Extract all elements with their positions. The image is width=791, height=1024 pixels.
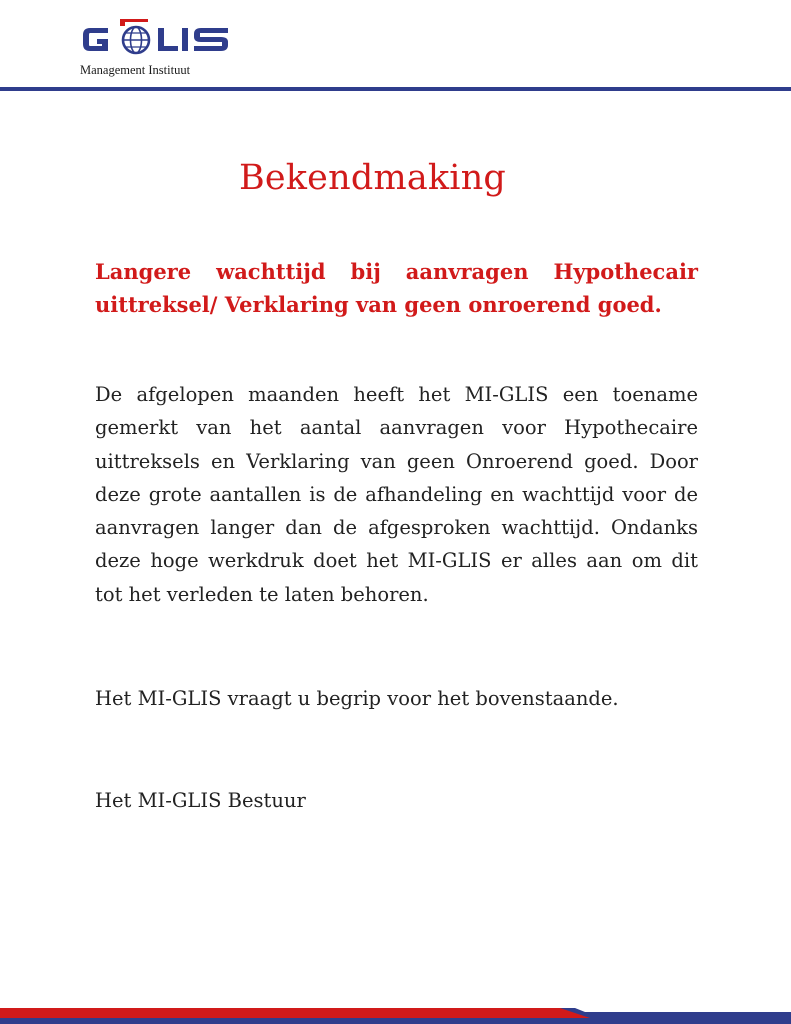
logo-tagline: Management Instituut [80,63,191,77]
logo-letter-s [194,28,228,51]
notice-title: Bekendmaking [238,158,507,198]
header-divider [0,87,791,91]
logo-letter-i [182,28,188,51]
glis-logo-mark [78,16,234,62]
notice-paragraph: De afgelopen maanden heeft het MI-GLIS een toename gemerkt van het aantal aanvragen voor Hypothecaire uittreksels en Verklaring van geen Onroerend goed. Door deze grote aantallen is de afhandeling en wachttijd voor de aanvragen langer dan de afgesproken wachttijd. Ondanks deze hoge werkdruk doet het MI-GLIS er alles aan om dit tot het verleden te laten behoren. [95,383,698,606]
notice-signature: Het MI-GLIS Bestuur [95,789,306,812]
notice-closing: Het MI-GLIS vraagt u begrip voor het bovenstaande. [95,687,619,710]
footer-stripes [0,1008,791,1024]
globe-icon [123,27,149,53]
glis-logo [78,16,238,80]
logo-letter-l [158,28,178,51]
notice-subtitle: Langere wachttijd bij aanvragen Hypothecair uittreksel/ Verklaring van geen onroerend goed. [95,259,698,317]
footer-band [0,1008,791,1024]
red-arrow-shape [120,19,148,26]
logo-letter-g [83,28,108,51]
